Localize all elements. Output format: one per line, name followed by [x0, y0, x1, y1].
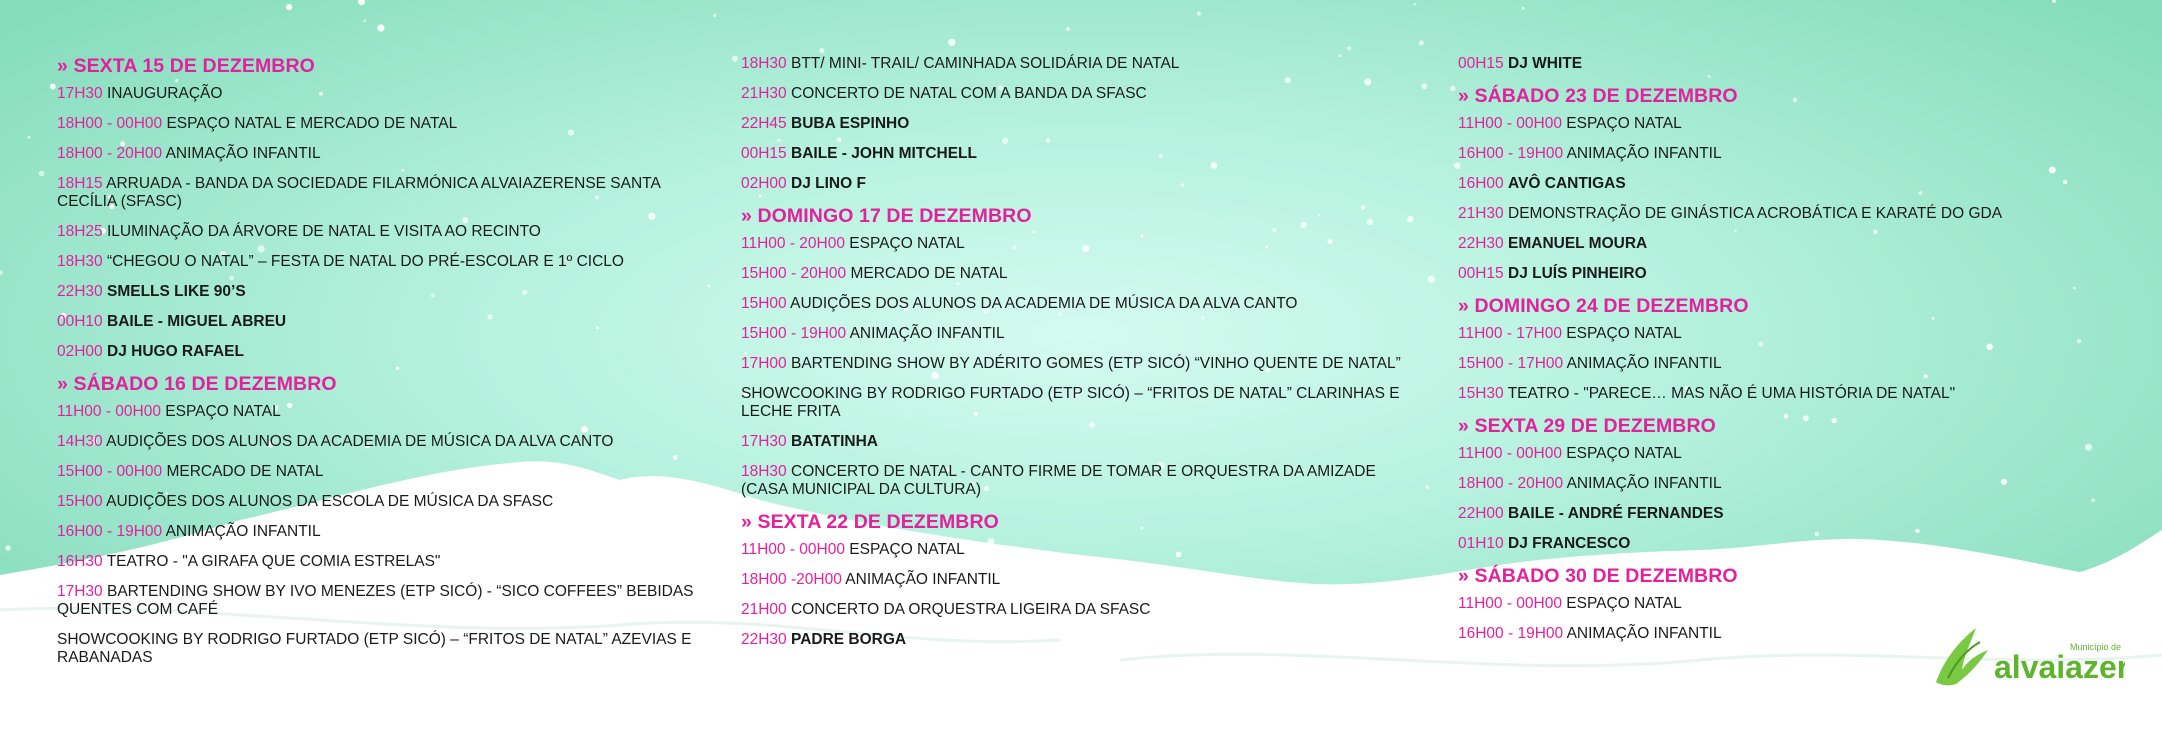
event-time: 18H00 - 20H00 — [57, 145, 163, 162]
event-item — [57, 253, 697, 271]
event-item — [1458, 265, 2018, 283]
schedule-column-3 — [1458, 55, 2018, 655]
logo-bird-icon — [1936, 628, 1988, 685]
snowflake — [1522, 7, 1525, 10]
event-description: AVÔ CANTIGAS — [1508, 175, 1626, 192]
event-description: DEMONSTRAÇÃO DE GINÁSTICA ACROBÁTICA E KARATÉ DO GDA — [1508, 205, 2003, 222]
event-time: 16H30 — [57, 553, 103, 570]
event-time: 22H30 — [1458, 235, 1504, 252]
event-item — [741, 175, 1421, 193]
event-item — [57, 223, 697, 241]
event-time: 00H15 — [1458, 55, 1504, 72]
event-time: 02H00 — [741, 175, 787, 192]
event-description: ESPAÇO NATAL — [849, 235, 965, 252]
event-description: BATATINHA — [791, 433, 878, 450]
event-item — [741, 541, 1421, 559]
event-time: 16H00 - 19H00 — [57, 523, 163, 540]
snowflake — [948, 39, 955, 46]
snowflake — [1197, 12, 1201, 16]
event-time: 01H10 — [1458, 535, 1504, 552]
municipality-logo — [1930, 620, 2125, 698]
event-item — [1458, 175, 2018, 193]
event-time: 17H00 — [741, 355, 787, 372]
event-item — [1458, 205, 2018, 223]
event-time: 15H00 — [57, 493, 103, 510]
event-time: 14H30 — [57, 433, 103, 450]
event-description: DJ LUÍS PINHEIRO — [1508, 265, 1647, 282]
event-item — [741, 631, 1421, 649]
event-item — [741, 601, 1421, 619]
event-item — [1458, 385, 2018, 403]
snowflake — [2073, 287, 2076, 290]
day-heading: » SÁBADO 16 DE DEZEMBRO — [57, 373, 337, 395]
event-time: 16H00 — [1458, 175, 1504, 192]
event-item — [57, 145, 697, 163]
event-description: “CHEGOU O NATAL” – FESTA DE NATAL DO PRÉ-ESCOLAR E 1º CICLO — [107, 253, 624, 270]
day-heading: » DOMINGO 17 DE DEZEMBRO — [741, 205, 1032, 227]
snowflake — [2049, 167, 2056, 174]
event-description: ANIMAÇÃO INFANTIL — [165, 523, 321, 540]
event-time: 11H00 - 00H00 — [741, 541, 845, 558]
event-description: ANIMAÇÃO INFANTIL — [845, 571, 1001, 588]
event-description: ESPAÇO NATAL — [849, 541, 965, 558]
event-description: ANIMAÇÃO INFANTIL — [1566, 475, 1722, 492]
snowflake — [707, 284, 710, 287]
event-description: BAILE - ANDRÉ FERNANDES — [1508, 505, 1724, 522]
event-time: 17H30 — [741, 433, 787, 450]
snowflake — [377, 24, 384, 31]
event-description: SMELLS LIKE 90’S — [107, 283, 246, 300]
event-item — [741, 463, 1421, 499]
event-time: 18H00 - 20H00 — [1458, 475, 1564, 492]
event-item — [1458, 445, 2018, 463]
snowflake — [2085, 444, 2092, 451]
event-time: 15H00 - 17H00 — [1458, 355, 1564, 372]
event-item — [741, 355, 1421, 373]
snowflake — [2063, 180, 2068, 185]
event-item — [57, 433, 697, 451]
snowflake — [50, 84, 56, 90]
event-time: 17H30 — [57, 85, 103, 102]
snowflake — [28, 136, 31, 139]
event-description: BAILE - MIGUEL ABREU — [107, 313, 287, 330]
event-description: PADRE BORGA — [791, 631, 907, 648]
event-description: BAILE - JOHN MITCHELL — [791, 145, 977, 162]
snowflake — [286, 4, 292, 10]
event-time: 15H00 - 19H00 — [741, 325, 847, 342]
event-time: 11H00 - 20H00 — [741, 235, 845, 252]
snowflake — [1428, 276, 1435, 283]
event-item — [57, 463, 697, 481]
snowflake — [363, 20, 366, 23]
day-heading: » SEXTA 29 DE DEZEMBRO — [1458, 415, 1716, 437]
event-item — [741, 55, 1421, 73]
event-item — [57, 583, 697, 619]
event-description: MERCADO DE NATAL — [166, 463, 324, 480]
event-description: SHOWCOOKING BY RODRIGO FURTADO (ETP SICÓ) – “FRITOS DE NATAL” CLARINHAS E LECHE FRITA — [741, 385, 1400, 420]
event-description: BARTENDING SHOW BY IVO MENEZES (ETP SICÓ) - “SICO COFFEES” BEBIDAS QUENTES COM CAFÉ — [57, 583, 694, 618]
event-description: ESPAÇO NATAL — [1566, 445, 1682, 462]
event-item — [1458, 235, 2018, 253]
snowflake — [713, 14, 716, 17]
event-description: AUDIÇÕES DOS ALUNOS DA ACADEMIA DE MÚSICA DA ALVA CANTO — [106, 433, 614, 450]
event-item — [57, 631, 697, 667]
event-item — [1458, 505, 2018, 523]
event-description: BTT/ MINI- TRAIL/ CAMINHADA SOLIDÁRIA DE NATAL — [791, 55, 1180, 72]
event-item — [1458, 55, 2018, 73]
event-time: 16H00 - 19H00 — [1458, 625, 1564, 642]
event-time: 11H00 - 00H00 — [57, 403, 161, 420]
snowflake — [1421, 83, 1427, 89]
event-description: BUBA ESPINHO — [791, 115, 910, 132]
snowflake — [732, 56, 738, 62]
event-item — [741, 85, 1421, 103]
event-description: BARTENDING SHOW BY ADÉRITO GOMES (ETP SICÓ) “VINHO QUENTE DE NATAL” — [791, 355, 1401, 372]
day-heading: » DOMINGO 24 DE DEZEMBRO — [1458, 295, 1749, 317]
event-time: 18H25 — [57, 223, 103, 240]
event-item — [57, 175, 697, 211]
event-item — [57, 283, 697, 301]
event-time: 22H00 — [1458, 505, 1504, 522]
event-time: 16H00 - 19H00 — [1458, 145, 1564, 162]
event-item — [57, 493, 697, 511]
day-heading: » SÁBADO 30 DE DEZEMBRO — [1458, 565, 1738, 587]
day-heading: » SEXTA 15 DE DEZEMBRO — [57, 55, 315, 77]
event-time: 11H00 - 00H00 — [1458, 115, 1562, 132]
event-item — [57, 85, 697, 103]
event-description: ARRUADA - BANDA DA SOCIEDADE FILARMÓNICA ALVAIAZERENSE SANTA CECÍLIA (SFASC) — [57, 175, 660, 210]
snowflake — [819, 48, 824, 53]
event-description: CONCERTO DA ORQUESTRA LIGEIRA DA SFASC — [791, 601, 1151, 618]
snowflake — [1066, 27, 1070, 31]
event-time: 22H45 — [741, 115, 787, 132]
event-item — [57, 523, 697, 541]
event-description: ANIMAÇÃO INFANTIL — [1566, 625, 1722, 642]
event-description: ESPAÇO NATAL E MERCADO DE NATAL — [166, 115, 458, 132]
event-description: TEATRO - "PARECE… MAS NÃO É UMA HISTÓRIA DE NATAL" — [1507, 385, 1956, 402]
event-description: CONCERTO DE NATAL - CANTO FIRME DE TOMAR E ORQUESTRA DA AMIZADE (CASA MUNICIPAL DA CULTURA) — [741, 463, 1376, 498]
snowflake — [5, 545, 11, 551]
snowflake — [2091, 499, 2095, 503]
event-description: ESPAÇO NATAL — [1566, 595, 1682, 612]
logo-wordmark: alvaiazer — [1994, 649, 2125, 685]
event-time: 11H00 - 17H00 — [1458, 325, 1562, 342]
event-description: ANIMAÇÃO INFANTIL — [1566, 355, 1722, 372]
event-description: DJ HUGO RAFAEL — [107, 343, 244, 360]
event-time: 18H30 — [57, 253, 103, 270]
snowflake — [1450, 86, 1455, 91]
event-time: 15H30 — [1458, 385, 1504, 402]
event-time: 21H30 — [1458, 205, 1504, 222]
event-item — [741, 571, 1421, 589]
logo-tagline: Município de — [2070, 642, 2122, 652]
event-description: ESPAÇO NATAL — [1566, 115, 1682, 132]
event-item — [741, 115, 1421, 133]
snowflake — [1347, 46, 1351, 50]
event-description: DJ WHITE — [1508, 55, 1583, 72]
event-item — [57, 313, 697, 331]
event-time: 18H00 - 00H00 — [57, 115, 163, 132]
event-item — [741, 145, 1421, 163]
event-description: DJ FRANCESCO — [1508, 535, 1631, 552]
event-item — [1458, 145, 2018, 163]
event-time: 15H00 - 00H00 — [57, 463, 163, 480]
schedule-column-2 — [741, 55, 1421, 661]
event-item — [741, 433, 1421, 451]
snowflake — [1419, 40, 1424, 45]
event-description: DJ LINO F — [791, 175, 866, 192]
event-time: 17H30 — [57, 583, 103, 600]
event-description: ESPAÇO NATAL — [165, 403, 281, 420]
event-time: 00H10 — [57, 313, 103, 330]
event-time: 11H00 - 00H00 — [1458, 595, 1562, 612]
event-time: 22H30 — [741, 631, 787, 648]
event-description: ANIMAÇÃO INFANTIL — [849, 325, 1005, 342]
event-description: ESPAÇO NATAL — [1566, 325, 1682, 342]
event-description: SHOWCOOKING BY RODRIGO FURTADO (ETP SICÓ) – “FRITOS DE NATAL” AZEVIAS E RABANADAS — [57, 631, 692, 666]
event-time: 11H00 - 00H00 — [1458, 445, 1562, 462]
event-time: 21H30 — [741, 85, 787, 102]
event-item — [57, 403, 697, 421]
event-item — [741, 265, 1421, 283]
event-time: 00H15 — [1458, 265, 1504, 282]
event-item — [741, 385, 1421, 421]
event-description: AUDIÇÕES DOS ALUNOS DA ESCOLA DE MÚSICA DA SFASC — [106, 493, 554, 510]
event-description: EMANUEL MOURA — [1508, 235, 1648, 252]
event-time: 18H30 — [741, 55, 787, 72]
day-heading: » SÁBADO 23 DE DEZEMBRO — [1458, 85, 1738, 107]
event-time: 02H00 — [57, 343, 103, 360]
event-item — [1458, 475, 2018, 493]
event-item — [57, 553, 697, 571]
event-time: 15H00 — [741, 295, 787, 312]
event-item — [1458, 595, 2018, 613]
event-description: TEATRO - "A GIRAFA QUE COMIA ESTRELAS" — [106, 553, 441, 570]
event-description: INAUGURAÇÃO — [107, 85, 223, 102]
day-heading: » SEXTA 22 DE DEZEMBRO — [741, 511, 999, 533]
snowflake — [1426, 485, 1430, 489]
event-item — [57, 115, 697, 133]
event-description: ANIMAÇÃO INFANTIL — [1566, 145, 1722, 162]
schedule-column-1 — [57, 55, 697, 679]
event-item — [741, 295, 1421, 313]
event-description: MERCADO DE NATAL — [850, 265, 1008, 282]
event-time: 21H00 — [741, 601, 787, 618]
event-time: 18H15 — [57, 175, 103, 192]
snowflake — [2077, 339, 2081, 343]
event-description: ANIMAÇÃO INFANTIL — [165, 145, 321, 162]
event-description: AUDIÇÕES DOS ALUNOS DA ACADEMIA DE MÚSICA DA ALVA CANTO — [790, 295, 1298, 312]
event-time: 15H00 - 20H00 — [741, 265, 847, 282]
event-item — [1458, 115, 2018, 133]
event-time: 18H30 — [741, 463, 787, 480]
event-item — [57, 343, 697, 361]
event-item — [741, 235, 1421, 253]
event-item — [741, 325, 1421, 343]
event-time: 22H30 — [57, 283, 103, 300]
event-item — [1458, 325, 2018, 343]
event-description: CONCERTO DE NATAL COM A BANDA DA SFASC — [791, 85, 1147, 102]
snowflake — [1414, 3, 1416, 5]
event-item — [1458, 355, 2018, 373]
event-description: ILUMINAÇÃO DA ÁRVORE DE NATAL E VISITA AO RECINTO — [107, 223, 541, 240]
event-item — [1458, 535, 2018, 553]
event-time: 18H00 -20H00 — [741, 571, 842, 588]
event-time: 00H15 — [741, 145, 787, 162]
snowflake — [39, 171, 45, 177]
